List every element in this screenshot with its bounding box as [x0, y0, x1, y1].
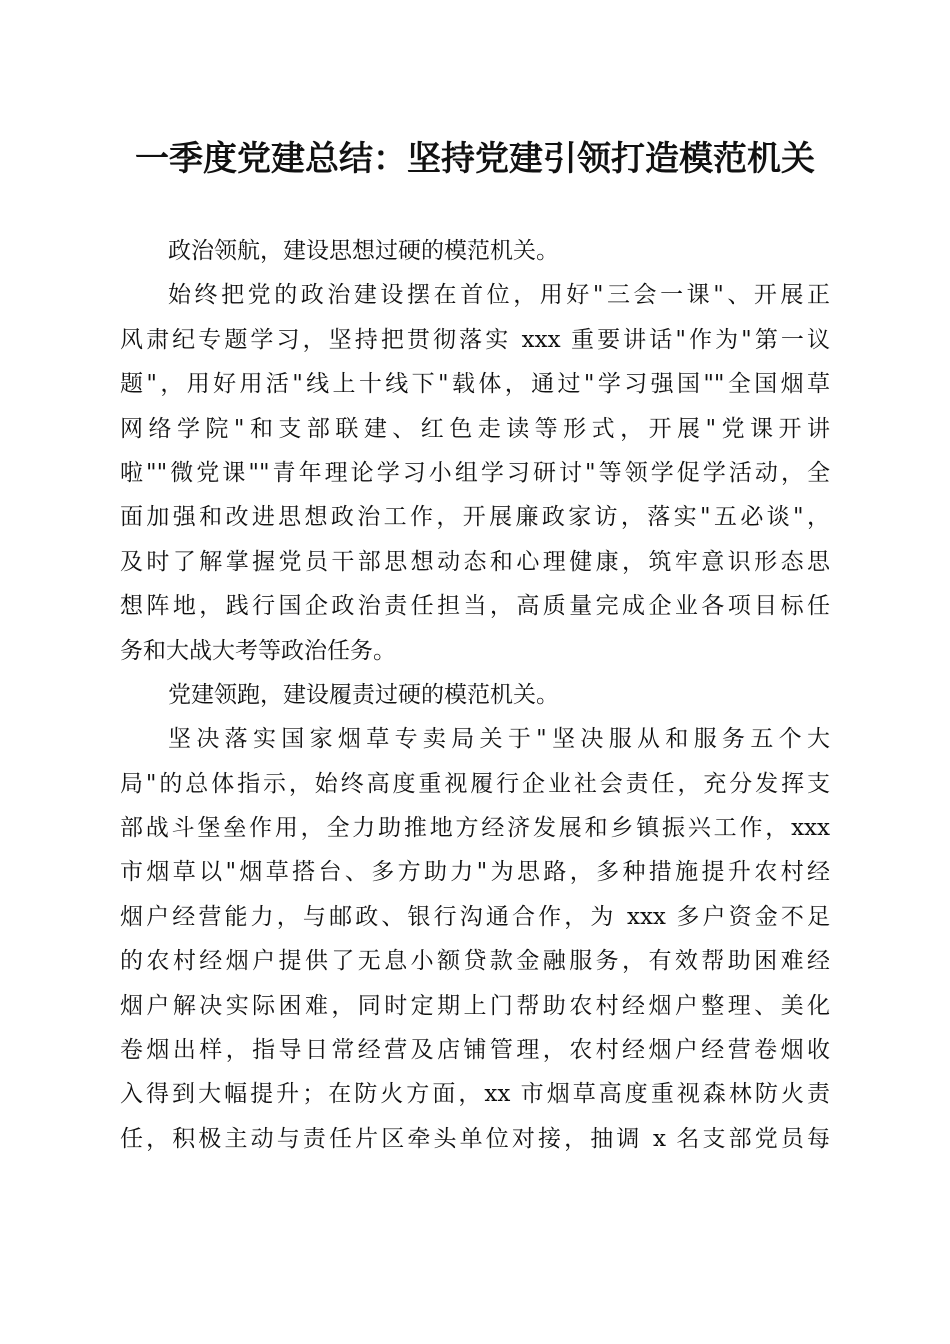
document-body [120, 229, 830, 1161]
text-line: 坚决落实国家烟草专卖局关于"坚决服从和服务五个大 [168, 726, 830, 753]
text-line: 想阵地，践行国企政治责任担当，高质量完成企业各项目标任 [120, 593, 830, 620]
text-line: 局"的总体指示，始终高度重视履行企业社会责任，充分发挥支 [120, 770, 830, 797]
text-line: 务和大战大考等政治任务。 [120, 637, 396, 664]
text-line: 部战斗堡垒作用，全力助推地方经济发展和乡镇振兴工作，xxx [120, 815, 830, 842]
text-line: 卷烟出样，指导日常经营及店铺管理，农村经烟户经营卷烟收 [120, 1037, 830, 1064]
text-line: 题"，用好用活"线上十线下"载体，通过"学习强国""全国烟草 [120, 371, 830, 398]
text-line: 市烟草以"烟草搭台、多方助力"为思路，多种措施提升农村经 [120, 859, 830, 886]
text-line: 任，积极主动与责任片区牵头单位对接，抽调 x 名支部党员每 [120, 1125, 830, 1152]
document-title: 一季度党建总结：坚持党建引领打造模范机关 [135, 139, 815, 179]
text-line: 网络学院"和支部联建、红色走读等形式，开展"党课开讲 [120, 415, 830, 442]
text-line: 的农村经烟户提供了无息小额贷款金融服务，有效帮助困难经 [120, 948, 830, 975]
text-line: 烟户解决实际困难，同时定期上门帮助农村经烟户整理、美化 [120, 992, 830, 1019]
text-line: 党建领跑，建设履责过硬的模范机关。 [168, 681, 559, 708]
text-line: 入得到大幅提升；在防火方面，xx 市烟草高度重视森林防火责 [120, 1081, 830, 1108]
text-line: 始终把党的政治建设摆在首位，用好"三会一课"、开展正 [168, 282, 830, 309]
text-line: 及时了解掌握党员干部思想动态和心理健康，筑牢意识形态思 [120, 548, 830, 575]
text-line: 面加强和改进思想政治工作，开展廉政家访，落实"五必谈"， [120, 504, 830, 531]
text-line: 烟户经营能力，与邮政、银行沟通合作，为 xxx 多户资金不足 [120, 903, 830, 930]
text-line: 啦""微党课""青年理论学习小组学习研讨"等领学促学活动，全 [120, 459, 830, 486]
text-line: 政治领航，建设思想过硬的模范机关。 [168, 238, 559, 264]
text-line: 风肃纪专题学习，坚持把贯彻落实 xxx 重要讲话"作为"第一议 [120, 326, 830, 353]
